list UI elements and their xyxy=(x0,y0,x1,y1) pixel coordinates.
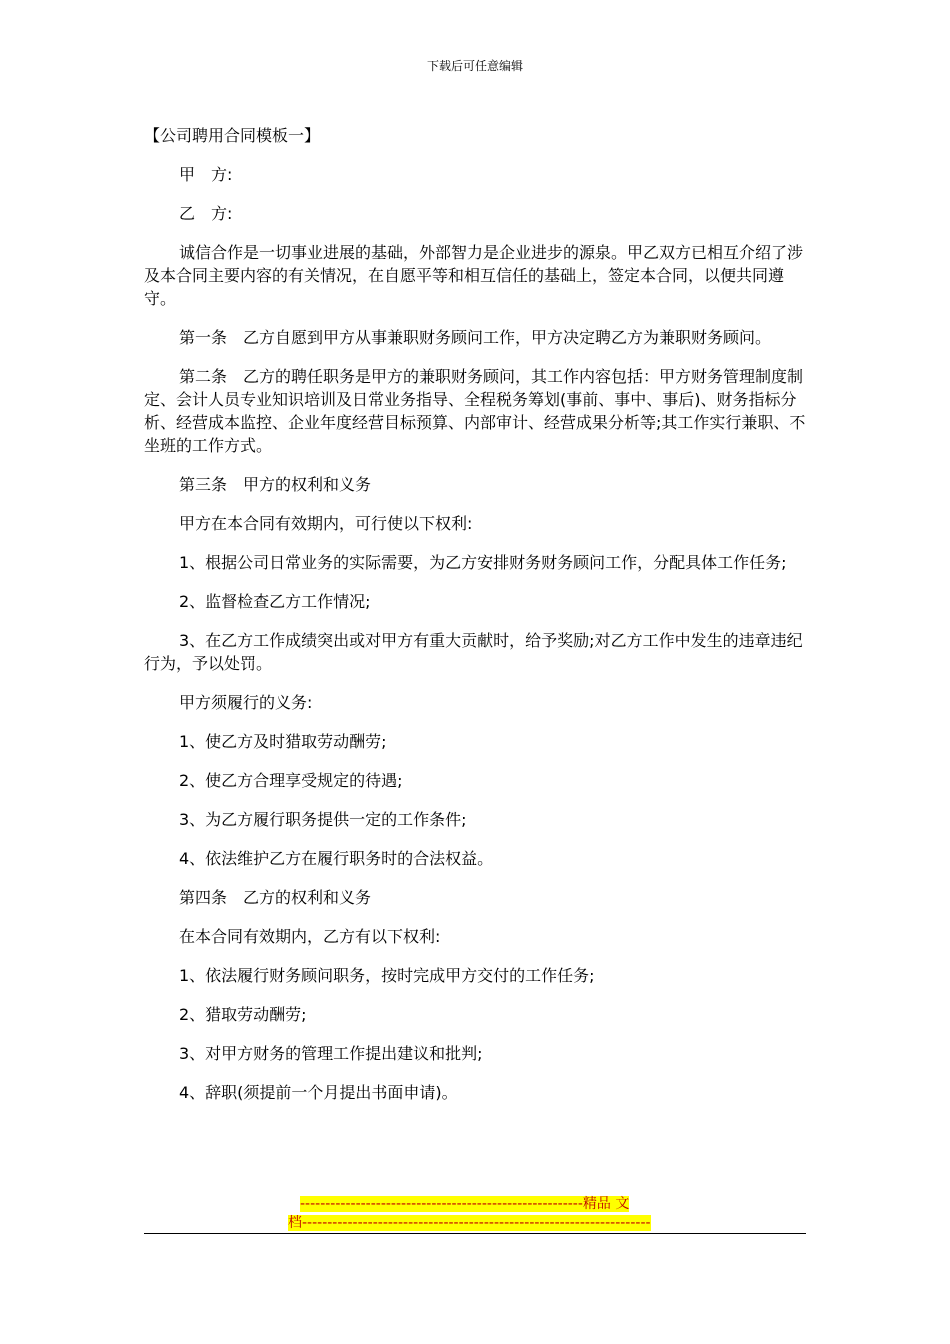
article-1: 第一条 乙方自愿到甲方从事兼职财务顾问工作，甲方决定聘乙方为兼职财务顾问。 xyxy=(179,328,772,347)
party-a-right-3: 3、在乙方工作成绩突出或对甲方有重大贡献时，给予奖励;对乙方工作中发生的违章违纪行为，予以处罚。 xyxy=(144,631,803,673)
party-b-right-1: 1、依法履行财务顾问职务，按时完成甲方交付的工作任务; xyxy=(179,966,595,985)
party-a-duty-2: 2、使乙方合理享受规定的待遇; xyxy=(179,771,403,790)
party-a-right-1: 1、根据公司日常业务的实际需要，为乙方安排财务财务顾问工作，分配具体工作任务; xyxy=(179,553,787,572)
party-a-right-2: 2、监督检查乙方工作情况; xyxy=(179,592,371,611)
footer-line-1-text: --------------------------------------------------------精品 文 xyxy=(300,1196,630,1212)
article-4-heading: 第四条 乙方的权利和义务 xyxy=(179,888,372,907)
article-2: 第二条 乙方的聘任职务是甲方的兼职财务顾问，其工作内容包括：甲方财务管理制度制定、会计人员专业知识培训及日常业务指导、全程税务筹划(事前、事中、事后)、财务指标分析、经营成本监控、企业年度经营目标预算、内部审计、经营成果分析等;其工作实行兼职、不坐班的工作方式。 xyxy=(144,367,806,455)
footer-line-1 xyxy=(300,1195,629,1214)
party-a-duty-4: 4、依法维护乙方在履行职务时的合法权益。 xyxy=(179,849,494,868)
party-b-right-4: 4、辞职(须提前一个月提出书面申请)。 xyxy=(179,1083,458,1102)
party-b-right-3: 3、对甲方财务的管理工作提出建议和批判; xyxy=(179,1044,483,1063)
party-b-line: 乙 方: xyxy=(179,204,233,223)
header-note: 下载后可任意编辑 xyxy=(426,59,523,73)
party-a-line: 甲 方: xyxy=(179,165,233,184)
party-b-right-2: 2、猎取劳动酬劳; xyxy=(179,1005,307,1024)
footer-line-2 xyxy=(288,1214,651,1233)
article-3-heading: 第三条 甲方的权利和义务 xyxy=(179,475,372,494)
footer-divider xyxy=(144,1233,806,1234)
party-a-duties-intro: 甲方须履行的义务: xyxy=(179,693,313,712)
party-b-rights-intro: 在本合同有效期内，乙方有以下权利: xyxy=(179,927,441,946)
document-body xyxy=(144,124,808,1120)
party-a-rights-intro: 甲方在本合同有效期内，可行使以下权利: xyxy=(179,514,473,533)
party-a-duty-3: 3、为乙方履行职务提供一定的工作条件; xyxy=(179,810,467,829)
party-a-duty-1: 1、使乙方及时猎取劳动酬劳; xyxy=(179,732,387,751)
preamble-paragraph: 诚信合作是一切事业进展的基础，外部智力是企业进步的源泉。甲乙双方已相互介绍了涉及本合同主要内容的有关情况，在自愿平等和相互信任的基础上，签定本合同，以便共同遵守。 xyxy=(144,243,804,308)
footer-line-2-text: 档--------------------------------------------------------------------- xyxy=(288,1215,651,1231)
document-title: 【公司聘用合同模板一】 xyxy=(144,126,321,145)
